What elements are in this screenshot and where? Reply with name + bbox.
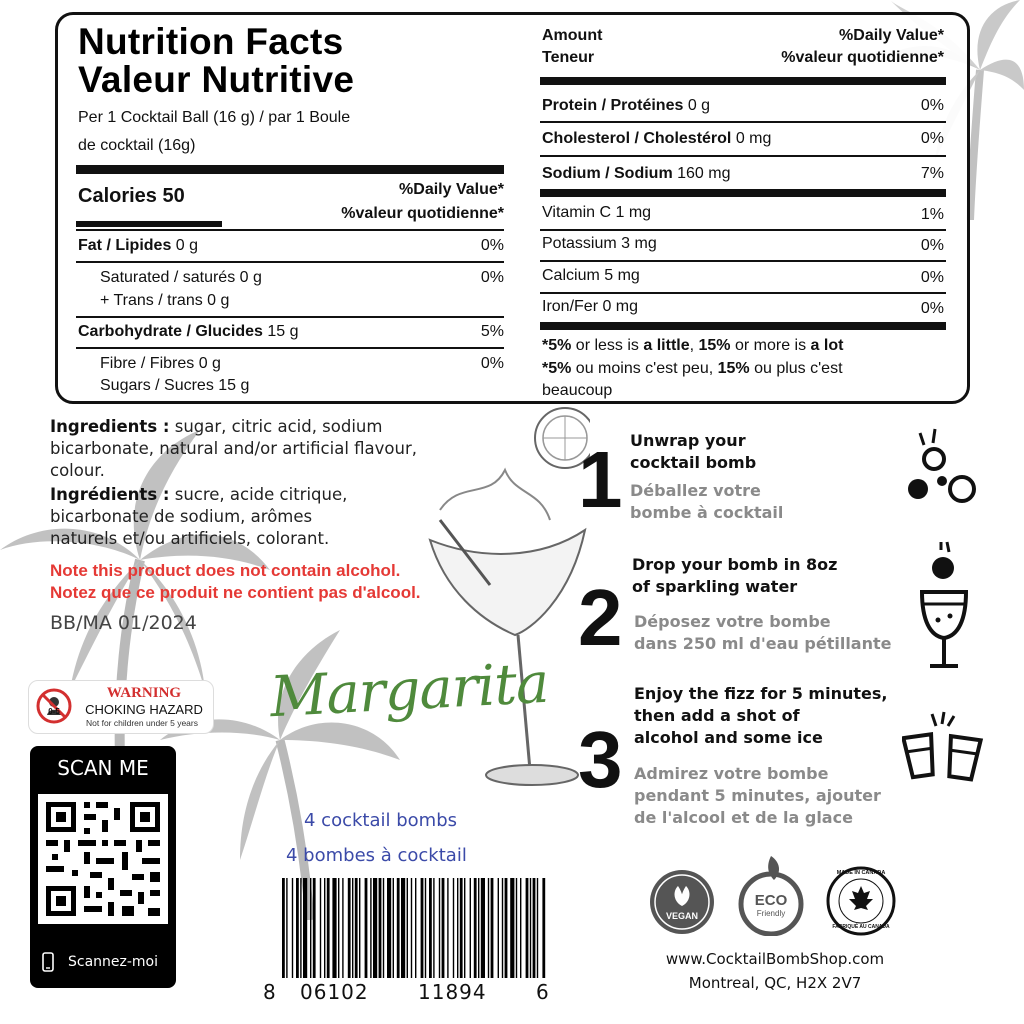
iron-pct: 0% [920,300,944,317]
barcode-bar [292,878,293,978]
medium-rule [76,221,222,227]
barcode-bar [530,878,531,978]
barcode-bar [457,878,458,978]
fabrique-au-canada-label: FABRIQUÉ AU CANADA [832,924,890,930]
unwrap-bomb-icon [900,425,986,515]
barcode-bar [320,878,321,978]
row-divider [76,229,504,231]
calcium-pct: 0% [920,269,944,286]
row-divider [540,121,946,123]
barcode-bar [505,878,508,978]
barcode-bar [303,878,307,978]
barcode-bar [537,878,538,978]
barcode-bar [442,878,445,978]
barcode-bar [491,878,494,978]
saturated-pct: 0% [480,269,504,286]
fibre-row: Fibre / Fibres 0 g [100,355,221,372]
barcode-bar [407,878,408,978]
barcode-bar [300,878,301,978]
row-divider [76,316,504,318]
qr-code-icon [38,794,168,924]
amount-label-fr: Teneur [542,49,595,66]
barcode-bar [296,878,299,978]
step-3-en: Enjoy the fizz for 5 minutes, then add a shot of alcohol and some ice [634,684,888,747]
iron-row: Iron/Fer 0 mg [542,298,639,315]
barcode-bar [520,878,521,978]
amount-label-en: Amount [542,27,603,44]
margarita-glass-illustration [420,400,590,840]
barcode-bar [411,878,412,978]
thick-rule-right-3 [540,322,946,330]
fat-row: Fat / Lipides 0 g [78,237,199,254]
barcode-bar [383,878,384,978]
barcode-bar [421,878,424,978]
potassium-row: Potassium 3 mg [542,235,657,252]
barcode-bar [324,878,325,978]
calories-label: Calories 50 [78,185,185,207]
barcode-bar [370,878,371,978]
thick-rule-right-2 [540,189,946,197]
barcode-bar [498,878,499,978]
barcode-bar [502,878,503,978]
barcode-bar [425,878,426,978]
barcode-bar [429,878,432,978]
barcode-bar [286,878,287,978]
barcode-group-2: 11894 [418,980,487,1004]
protein-row: Protein / Protéines 0 g [542,97,711,114]
carbohydrate-pct: 5% [480,323,504,340]
row-divider [540,155,946,157]
age-range-label: 0-5 [48,707,60,716]
barcode-bar [526,878,529,978]
barcode-group-1: 06102 [300,980,369,1004]
carbohydrate-row: Carbohydrate / Glucides 15 g [78,323,299,340]
nutrition-facts-panel [55,12,970,404]
fat-pct: 0% [480,237,504,254]
cholesterol-pct: 0% [920,130,944,147]
barcode-bar [282,878,285,978]
dv-header-fr-right: %valeur quotidienne* [781,49,944,66]
barcode-digit-first: 8 [263,980,276,1004]
row-divider [76,347,504,349]
barcode-bar [460,878,463,978]
fibre-pct: 0% [480,355,504,372]
barcode-bar [478,878,479,978]
glass-with-bomb-icon [914,540,974,670]
eco-label: ECO [754,892,788,909]
barcode-bar [433,878,434,978]
barcode-bar [533,878,536,978]
barcode-bar [373,878,377,978]
sugars-row: Sugars / Sucres 15 g [100,377,250,394]
warning-subtitle: CHOKING HAZARD [85,702,203,717]
nutrition-title-en: Nutrition Facts [78,21,344,62]
qr-code[interactable] [38,794,168,924]
warning-title: WARNING [106,685,182,701]
cholesterol-row: Cholesterol / Cholestérol 0 mg [542,130,772,147]
row-divider [540,292,946,294]
barcode-digit-last: 6 [536,980,549,1004]
barcode-bar [453,878,454,978]
barcode-bar [510,878,514,978]
calcium-row: Calcium 5 mg [542,267,640,284]
vitamin-c-pct: 1% [920,206,944,223]
step-3-number: 3 [578,715,623,804]
barcode-bar [379,878,382,978]
step-1-number: 1 [578,435,623,524]
shot-glasses-icon [902,710,986,782]
ingredients-fr: Ingrédients : sucre, acide citrique, bicarbonate de sodium, arômes naturels et/ou artificiels, colorant. [50,485,348,548]
scan-me-box[interactable] [30,746,176,988]
footnote-fr: *5% ou moins c'est peu, 15% ou plus c'est [542,360,843,377]
barcode-bar [542,878,545,978]
product-name: Margarita [268,650,550,731]
footnote-en: *5% or less is a little, 15% or more is a lot [542,337,844,354]
serving-size-line2: de cocktail (16g) [78,137,196,154]
product-count-en: 4 cocktail bombs [304,810,457,831]
best-before-date: BB/MA 01/2024 [50,612,197,634]
barcode-bar [474,878,477,978]
barcode [280,878,550,978]
barcode-bar [397,878,400,978]
barcode-bar [359,878,360,978]
barcode-bar [516,878,517,978]
barcode-bar [342,878,343,978]
step-1-en: Unwrap your cocktail bomb [630,431,757,472]
barcode-bar [415,878,416,978]
barcode-bar [393,878,394,978]
dv-header-en-left: %Daily Value* [399,181,504,198]
barcode-bar [401,878,405,978]
barcode-bar [355,878,358,978]
barcode-bar [464,878,465,978]
trans-row: + Trans / trans 0 g [100,292,230,309]
vegan-leaf-icon [648,868,716,936]
barcode-bar [470,878,471,978]
barcode-bar [439,878,440,978]
made-in-canada-badge [826,866,896,936]
serving-size-line1: Per 1 Cocktail Ball (16 g) / par 1 Boule [78,109,351,126]
choking-hazard-warning [28,680,214,734]
sodium-row: Sodium / Sodium 160 mg [542,165,731,182]
vitamin-c-row: Vitamin C 1 mg [542,204,652,221]
company-address: Montreal, QC, H2X 2V7 [688,974,862,992]
dv-header-fr-left: %valeur quotidienne* [341,205,504,222]
step-3-fr: Admirez votre bombe pendant 5 minutes, ajouter de l'alcool et de la glace [634,764,881,827]
scan-me-label: SCAN ME [57,756,149,780]
thick-rule [76,165,504,174]
vegan-badge [648,868,716,936]
protein-pct: 0% [920,97,944,114]
barcode-bar [327,878,330,978]
step-2-number: 2 [578,573,623,662]
dv-header-en-right: %Daily Value* [839,27,944,44]
sodium-pct: 7% [920,165,944,182]
potassium-pct: 0% [920,237,944,254]
barcode-bar [352,878,353,978]
row-divider [540,229,946,231]
alcohol-note-en: Note this product does not contain alcohol. [50,561,401,580]
eco-friendly-badge [734,852,808,936]
barcode-bar [348,878,351,978]
barcode-bar [488,878,489,978]
alcohol-note-fr: Notez que ce produit ne contient pas d'alcool. [50,583,421,602]
barcode-bar [338,878,339,978]
scan-caption: Scannez-moi [68,954,159,970]
barcode-bar [313,878,316,978]
barcode-bar [447,878,448,978]
barcode-bar [387,878,391,978]
barcode-bar [481,878,485,978]
vegan-label: VEGAN [665,911,698,921]
step-2-en: Drop your bomb in 8oz of sparkling water [632,555,838,596]
row-divider [76,261,504,263]
company-website[interactable]: www.CocktailBombShop.com [665,950,885,968]
step-1-fr: Déballez votre bombe à cocktail [630,481,784,522]
friendly-label: Friendly [756,909,786,918]
product-count-fr: 4 bombes à cocktail [286,845,467,866]
step-2-fr: Déposez votre bombe dans 250 ml d'eau pétillante [634,612,892,653]
saturated-row: Saturated / saturés 0 g [100,269,262,286]
row-divider [540,260,946,262]
smartphone-icon [42,952,54,972]
ingredients-en: Ingredients : sugar, citric acid, sodium bicarbonate, natural and/or artificial flavour, colour. [50,417,418,480]
warning-detail: Not for children under 5 years [86,718,198,728]
thick-rule-right [540,77,946,85]
barcode-bar [332,878,336,978]
made-in-canada-label: MADE IN CANADA [836,870,886,876]
footnote-fr-2: beaucoup [542,382,613,399]
barcode-bar [310,878,311,978]
barcode-bar [365,878,368,978]
nutrition-title-fr: Valeur Nutritive [78,59,355,100]
